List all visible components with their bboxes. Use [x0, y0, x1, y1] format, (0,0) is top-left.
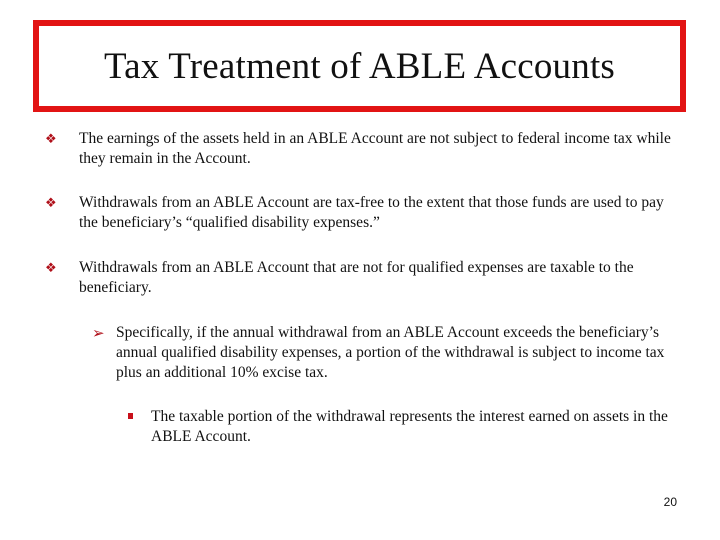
- diamond-cluster-bullet-icon: ❖: [45, 195, 57, 210]
- diamond-cluster-bullet-icon: ❖: [45, 260, 57, 275]
- bullet-text: Withdrawals from an ABLE Account are tax-free to the extent that those funds are used to pay the beneficiary’s “qualified disability expenses.”: [79, 194, 664, 231]
- slide-title: Tax Treatment of ABLE Accounts: [103, 45, 616, 87]
- page-number: 20: [663, 495, 677, 509]
- sub-sub-bullet-text: The taxable portion of the withdrawal represents the interest earned on assets in the ABLE Account.: [151, 408, 668, 445]
- bullet-text: Withdrawals from an ABLE Account that are not for qualified expenses are taxable to the beneficiary.: [79, 259, 634, 296]
- bullet-text: The earnings of the assets held in an ABLE Account are not subject to federal income tax while they remain in the Account.: [79, 130, 671, 167]
- arrow-bullet-icon: ➢: [92, 326, 105, 342]
- title-box: [33, 20, 686, 112]
- sub-bullet-text: Specifically, if the annual withdrawal from an ABLE Account exceeds the beneficiary’s annual qualified disability expenses, a portion of the withdrawal is subject to income tax plus an additional 10% excise tax.: [116, 324, 665, 381]
- diamond-cluster-bullet-icon: ❖: [45, 131, 57, 146]
- square-bullet-icon: [128, 413, 133, 419]
